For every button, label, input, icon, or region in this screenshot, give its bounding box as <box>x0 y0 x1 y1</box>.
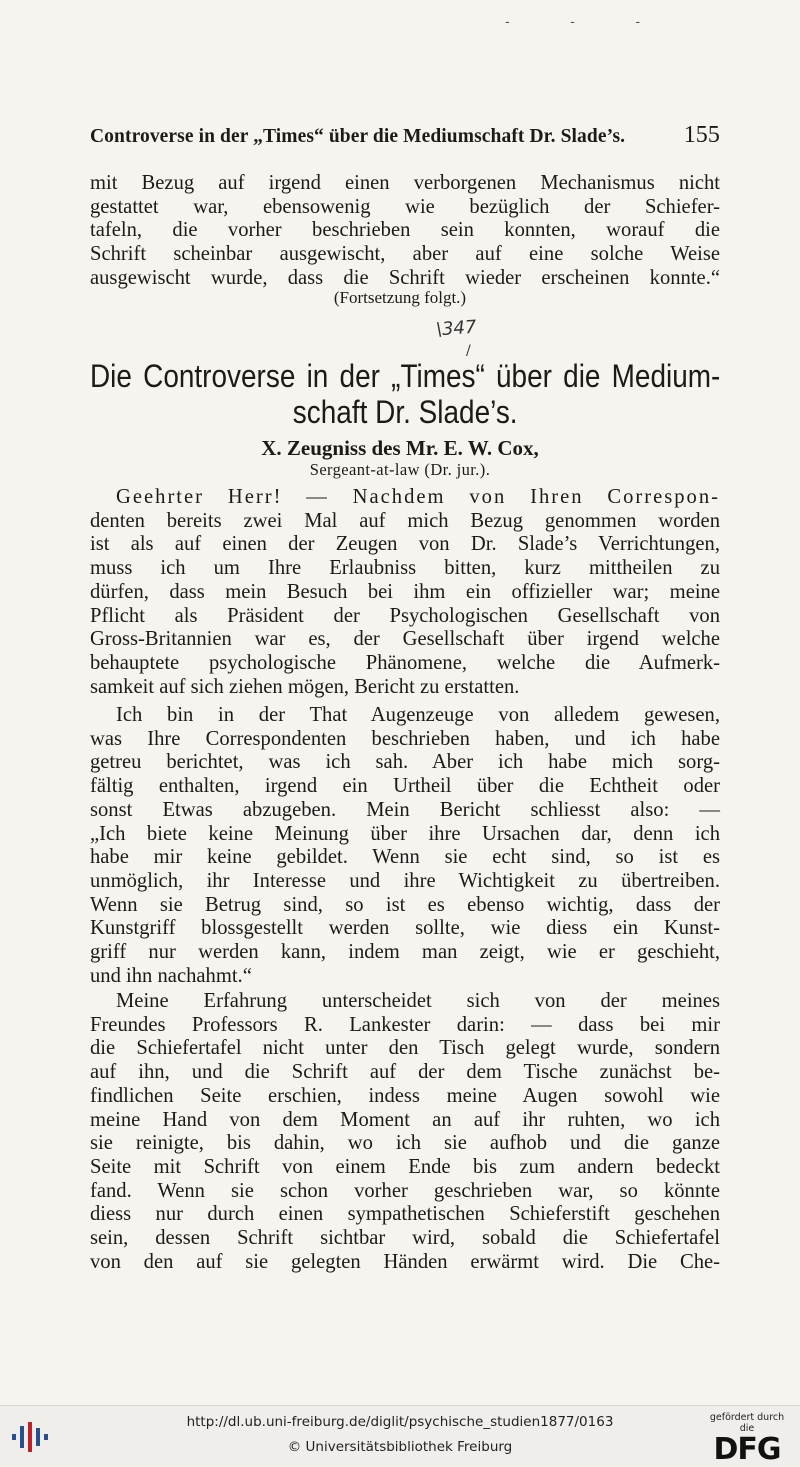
text-line: denten bereits zwei Mal auf mich Bezug genommen worden <box>90 509 720 532</box>
pencil-mark: / <box>466 343 471 359</box>
text-line: gestattet war, ebensowenig wie bezüglich der Schiefer- <box>90 195 720 218</box>
text-line: Kunstgriff blossgestellt werden sollte, wie diess ein Kunst- <box>90 917 720 940</box>
running-head <box>90 122 720 149</box>
article-title-line2: schaft Dr. Slade’s. <box>292 394 518 430</box>
article-subtitle: X. Zeugniss des Mr. E. W. Cox, <box>261 436 539 460</box>
text-line: muss ich um Ihre Erlaubniss bitten, kurz mittheilen zu <box>90 557 720 580</box>
text-line: samkeit auf sich ziehen mögen, Bericht zu erstatten. <box>90 675 520 698</box>
text-line: diess nur durch einen sympathetischen Schieferstift geschehen <box>90 1203 720 1226</box>
text-line: Wenn sie Betrug sind, so ist es ebenso wichtig, dass der <box>90 893 720 916</box>
paragraph-1 <box>90 486 720 699</box>
article-subtitle-2: Sergeant-at-law (Dr. jur.). <box>309 460 491 479</box>
page-number: 155 <box>683 122 720 148</box>
text-line: Geehrter Herr! — Nachdem von Ihren Correspon- <box>116 486 720 508</box>
text-line: Meine Erfahrung unterscheidet sich von der meines <box>116 990 720 1012</box>
text-line: ausgewischt wurde, dass die Schrift wieder erscheinen konnte.“ <box>90 266 720 289</box>
text-line: dürfen, dass mein Besuch bei ihm ein offizieller war; meine <box>90 580 720 603</box>
text-line: fand. Wenn sie schon vorher geschrieben war, so könnte <box>90 1179 720 1202</box>
dfg-logo-text: DFG <box>713 1432 781 1467</box>
text-line: von den auf sie gelegten Händen erwärmt wird. Die Che- <box>90 1250 720 1273</box>
text-line: Schrift scheinbar ausgewischt, aber auf eine solche Weise <box>90 243 720 266</box>
dfg-tagline: gefördert durch die <box>709 1412 785 1434</box>
text-line: sein, dessen Schrift sichtbar wird, sobald die Schiefertafel <box>90 1227 720 1250</box>
running-head-title: Controverse in der „Times“ über die Mediumschaft Dr. Slade’s. <box>90 126 626 147</box>
text-line: tafeln, die vorher beschrieben sein konnten, worauf die <box>90 219 720 242</box>
text-line: sonst Etwas abzugeben. Mein Bericht schliesst also: — <box>90 798 720 821</box>
text-line: Gross-Britannien war es, der Gesellschaft über irgend welche <box>90 628 720 651</box>
text-line: habe mir keine gebildet. Wenn sie echt sind, so ist es <box>90 846 720 869</box>
text-line: „Ich biete keine Meinung über ihre Ursachen dar, denn ich <box>90 822 720 845</box>
text-line: was Ihre Correspondenten beschrieben haben, und ich habe <box>90 727 720 750</box>
paragraph-3 <box>90 990 720 1274</box>
text-line: Ich bin in der That Augenzeuge von alledem gewesen, <box>116 704 720 726</box>
text-line: getreu berichtet, was ich sah. Aber ich habe mich sorg- <box>90 751 720 774</box>
pencil-annotation: \347 <box>435 316 478 341</box>
article-title <box>90 358 721 430</box>
text-line: und ihn nachahmt.“ <box>90 964 252 987</box>
text-line: behauptete psychologische Phänomene, welche die Aufmerk- <box>90 651 720 674</box>
text-line: griff nur werden kann, indem man zeigt, wie er geschieht, <box>90 941 720 964</box>
text-line: auf ihn, und die Schrift auf der dem Tische zunächst be- <box>90 1061 720 1084</box>
paragraph-2 <box>90 704 720 988</box>
viewer-footer <box>0 1405 800 1466</box>
text-line: mit Bezug auf irgend einen verborgenen Mechanismus nicht <box>90 172 720 194</box>
continued-note: (Fortsetzung folgt.) <box>333 288 467 307</box>
text-line: fältig enthalten, irgend ein Urtheil über die Echtheit oder <box>90 775 720 798</box>
dfg-logo <box>702 1412 792 1467</box>
text-line: unmöglich, ihr Interesse und ihre Wichtigkeit zu übertreiben. <box>90 869 720 892</box>
text-line: Seite mit Schrift von einem Ende bis zum andern bedeckt <box>90 1155 720 1178</box>
text-line: sie reinigte, bis dahin, wo ich sie aufhob und die ganze <box>90 1132 720 1155</box>
scan-marks: - - - <box>505 14 669 30</box>
copyright-notice: © Universitätsbibliothek Freiburg <box>287 1439 513 1455</box>
text-line: findlichen Seite erschien, indess meine Augen sowohl wie <box>90 1084 720 1107</box>
text-line: Freundes Professors R. Lankester darin: — dass bei mir <box>90 1013 720 1036</box>
text-line: die Schiefertafel nicht unter den Tisch gelegt wurde, sondern <box>90 1037 720 1060</box>
top-paragraph <box>90 172 720 291</box>
text-line: Pflicht als Präsident der Psychologischen Gesellschaft von <box>90 604 720 627</box>
text-line: meine Hand von dem Moment an auf ihr ruhten, wo ich <box>90 1108 720 1131</box>
article-title-line1: Die Controverse in der „Times“ über die Medium- <box>90 358 721 394</box>
text-line: ist als auf einen der Zeugen von Dr. Slade’s Verrichtungen, <box>90 533 720 556</box>
document-url-link[interactable]: http://dl.ub.uni-freiburg.de/diglit/psychische_studien1877/0163 <box>186 1414 614 1430</box>
